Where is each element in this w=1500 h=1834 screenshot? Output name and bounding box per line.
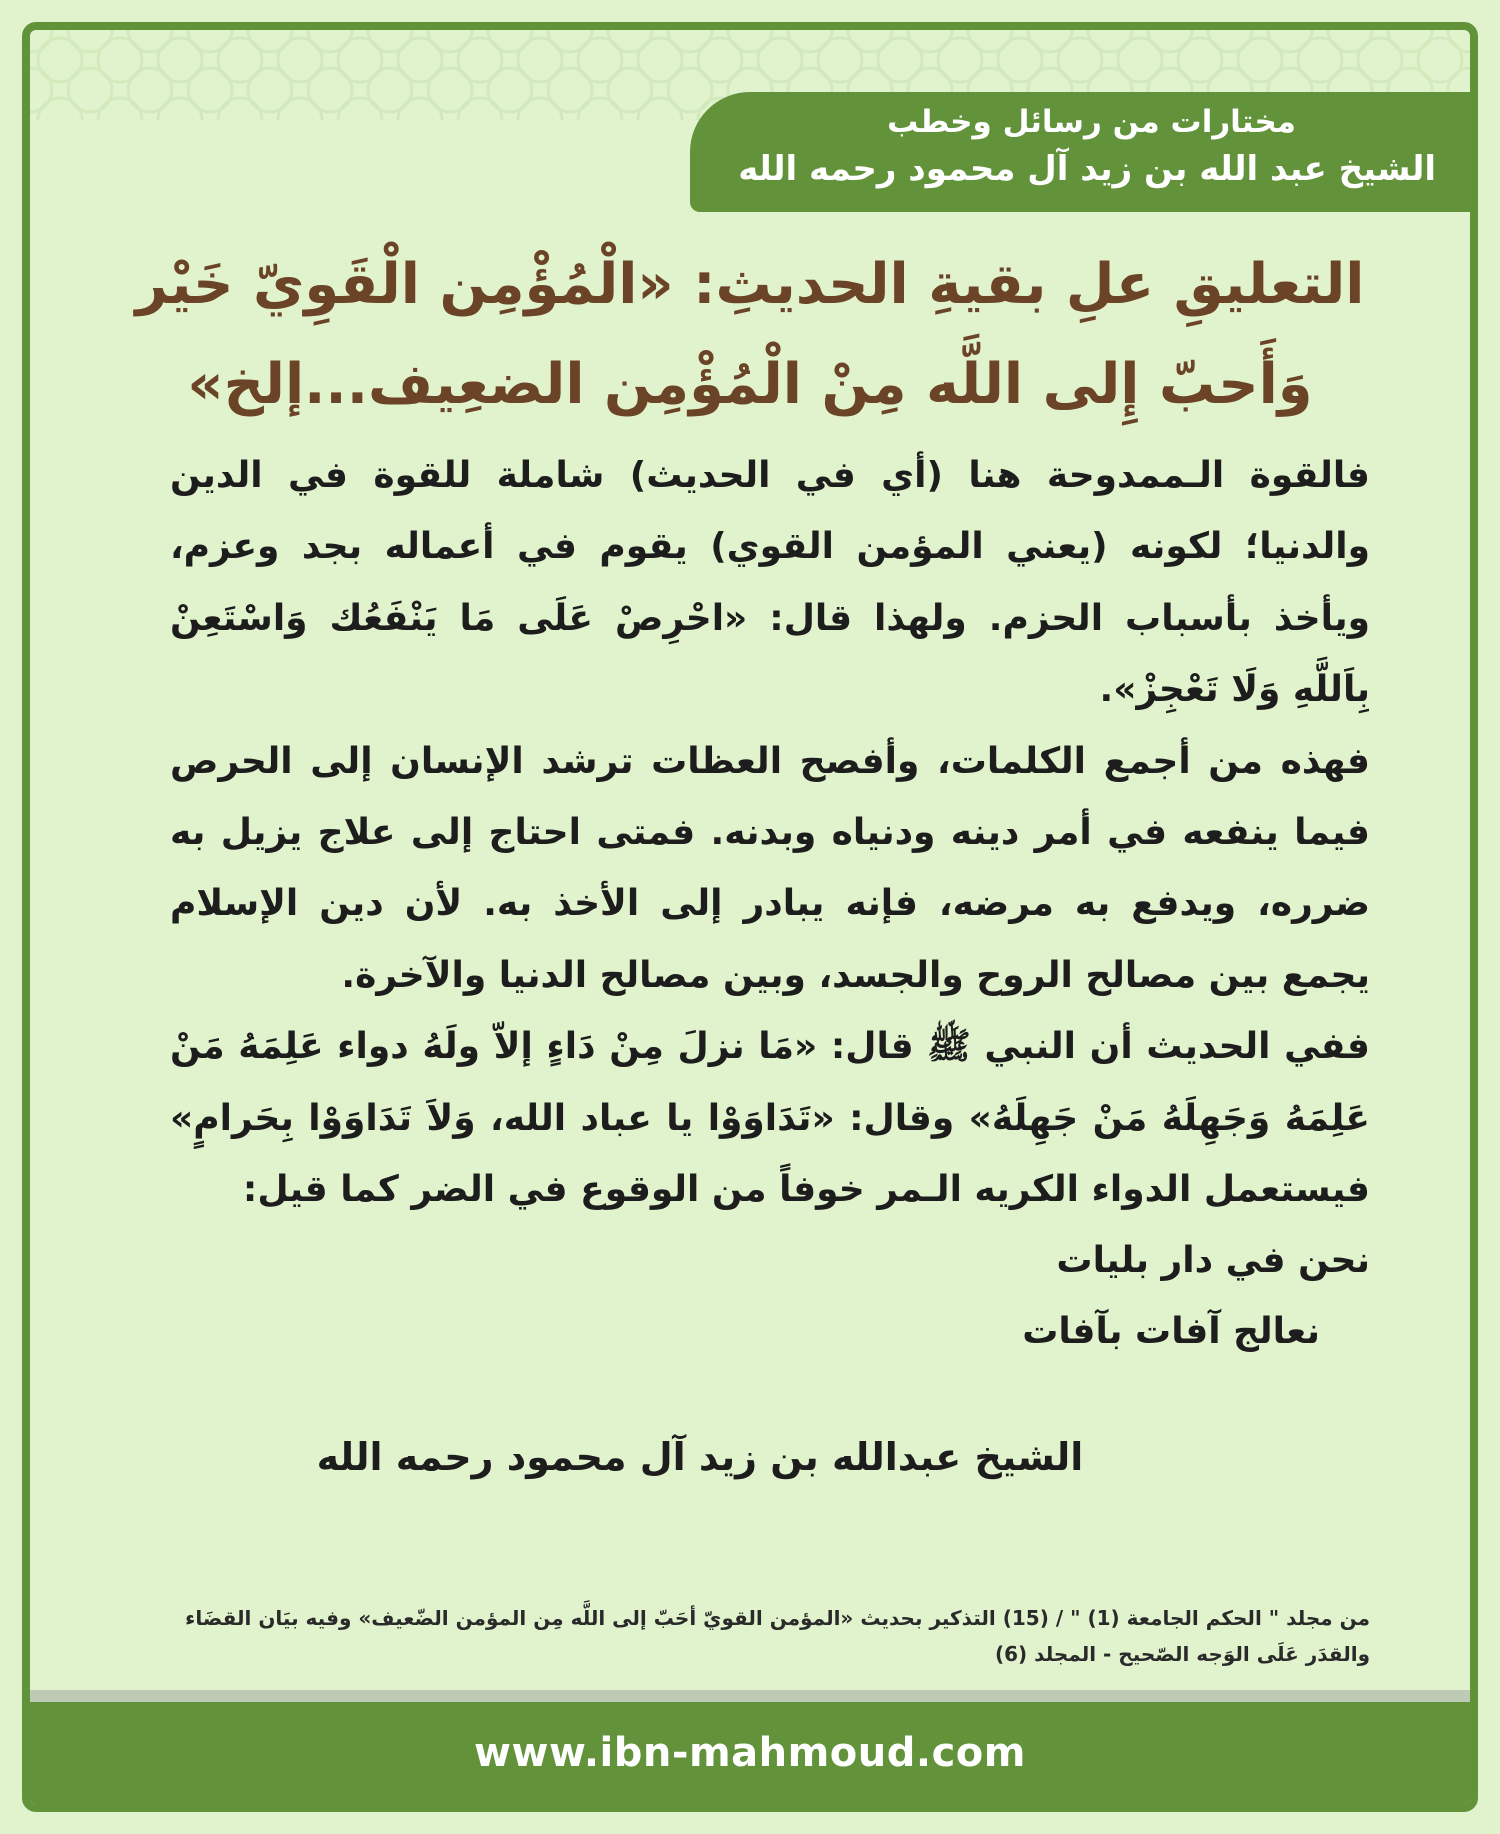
footer-divider xyxy=(30,1690,1470,1702)
footer-bar xyxy=(30,1702,1470,1804)
series-title: مختارات من رسائل وخطب xyxy=(887,104,1296,140)
source-line-2: والقدَر عَلَى الوَجه الصّحيح - المجلد (6) xyxy=(994,1642,1370,1666)
title-line-2: وَأَحبّ إِلى اللَّه مِنْ الْمُؤْمِن الضعِيف...إلخ» xyxy=(187,352,1313,417)
paragraph-1: فالقوة الـممدوحة هنا (أي في الحديث) شاملة للقوة في الدين والدنيا؛ لكونه (يعني المؤمن القوي) يقوم في أعماله بجد وعزم، ويأخذ بأسباب الحزم. ولهذا قال: «احْرِصْ عَلَى مَا يَنْفَعُك وَاسْتَعِنْ بِاَللَّهِ وَلَا تَعْجِزْ». xyxy=(170,455,1370,711)
paragraph-2: فهذه من أجمع الكلمات، وأفصح العظات ترشد الإنسان إلى الحرص فيما ينفعه في أمر دينه ودنياه وبدنه. فمتى احتاج إلى علاج يزيل به ضرره، ويدفع به مرضه، فإنه يبادر إلى الأخذ به. لأن دين الإسلام يجمع بين مصالح الروح والجسد، وبين مصالح الدنيا والآخرة. xyxy=(170,740,1370,996)
poem-verse-2: نعالج آفات بآفات xyxy=(1022,1311,1320,1352)
poem-verse-1: نحن في دار بليات xyxy=(1056,1240,1370,1281)
article-body xyxy=(170,440,1370,1225)
page-frame xyxy=(22,22,1478,1812)
author-name: الشيخ عبد الله بن زيد آل محمود رحمه الله xyxy=(738,149,1436,189)
source-line-1: من مجلد " الحكم الجامعة (1) " / (15) التذكير بحديث «المؤمن القويّ أحَبّ إلى اللَّه مِن المؤمن الضّعيف» وفيه بيَان القضَاء xyxy=(185,1606,1370,1630)
poem xyxy=(1022,1225,1370,1367)
article-title xyxy=(90,235,1410,435)
signature: الشيخ عبدالله بن زيد آل محمود رحمه الله xyxy=(316,1435,1084,1479)
title-line-1: التعليقِ علِ بقيةِ الحديثِ: «الْمُؤْمِن الْقَوِيّ خَيْر xyxy=(135,252,1365,317)
source-citation xyxy=(130,1600,1370,1672)
website-link[interactable]: www.ibn-mahmoud.com xyxy=(474,1730,1026,1776)
paragraph-3: ففي الحديث أن النبي ﷺ قال: «مَا نزلَ مِنْ دَاءٍ إلاّ ولَهُ دواء عَلِمَهُ مَنْ عَلِمَهُ وَجَهِلَهُ مَنْ جَهِلَهُ» وقال: «تَدَاوَوْا يا عباد الله، وَلاَ تَدَاوَوْا بِحَرامٍ» فيستعمل الدواء الكريه الـمر خوفاً من الوقوع في الضر كما قيل: xyxy=(170,1026,1370,1211)
author-banner xyxy=(690,92,1470,212)
